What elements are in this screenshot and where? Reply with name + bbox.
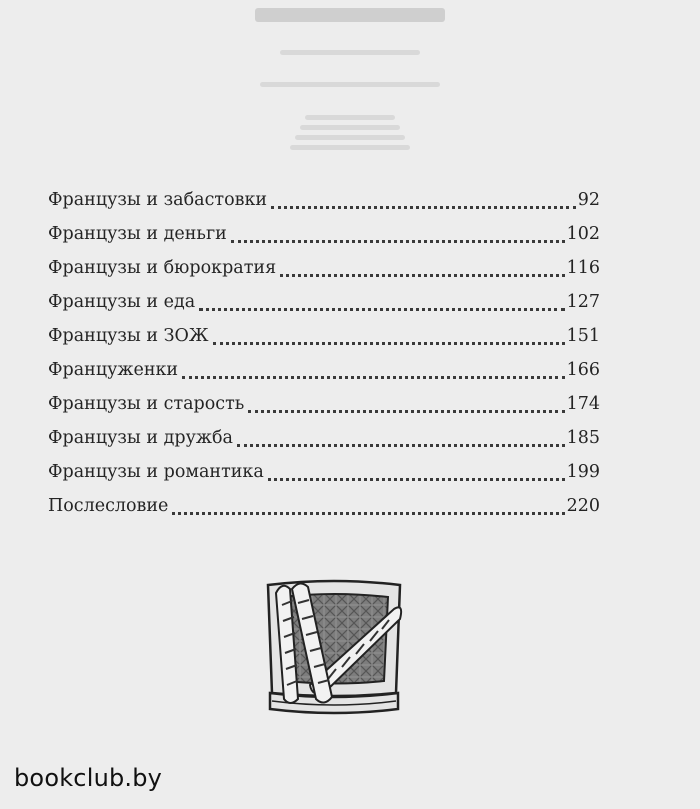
- toc-entry-title: Французы и романтика: [48, 462, 264, 482]
- toc-entry-page: 92: [577, 190, 600, 210]
- toc-entry-page: 116: [566, 258, 600, 278]
- toc-entry-page: 166: [566, 360, 600, 380]
- toc-leader-dots: [248, 392, 564, 413]
- bleed-line: [280, 50, 420, 55]
- bleed-line: [290, 145, 410, 150]
- toc-leader-dots: [237, 426, 565, 447]
- toc-entry: [48, 489, 600, 523]
- site-watermark: bookclub.by: [14, 764, 163, 792]
- bleed-through-text: [0, 0, 700, 150]
- toc-entry-title: Послесловие: [48, 496, 169, 516]
- toc-entry-title: Французы и еда: [48, 292, 196, 312]
- toc-entry-page: 151: [566, 326, 600, 346]
- toc-leader-dots: [213, 324, 565, 345]
- bleed-line: [305, 115, 395, 120]
- toc-leader-dots: [231, 222, 565, 243]
- toc-entry-title: Французы и старость: [48, 394, 245, 414]
- toc-entry-page: 102: [566, 224, 600, 244]
- toc-leader-dots: [268, 460, 565, 481]
- bleed-line: [260, 82, 440, 87]
- toc-entry: [48, 217, 600, 251]
- bleed-line: [300, 125, 400, 130]
- toc-leader-dots: [182, 358, 564, 379]
- toc-entry-title: Французы и забастовки: [48, 190, 268, 210]
- baguette-basket-icon: [258, 575, 410, 720]
- toc-entry: [48, 353, 600, 387]
- bleed-through-heading: [255, 8, 445, 22]
- toc-entry-page: 174: [566, 394, 600, 414]
- toc-entry-title: Французы и бюрократия: [48, 258, 277, 278]
- toc-leader-dots: [199, 290, 564, 311]
- toc-entry-page: 220: [566, 496, 600, 516]
- toc-entry: [48, 455, 600, 489]
- table-of-contents: [48, 183, 600, 523]
- toc-leader-dots: [280, 256, 564, 277]
- toc-leader-dots: [172, 494, 564, 515]
- toc-entry: [48, 285, 600, 319]
- toc-entry: [48, 387, 600, 421]
- toc-entry-title: Французы и деньги: [48, 224, 227, 244]
- toc-entry: [48, 183, 600, 217]
- toc-entry-title: Француженки: [48, 360, 179, 380]
- toc-entry: [48, 251, 600, 285]
- toc-leader-dots: [271, 188, 576, 209]
- toc-entry-title: Французы и дружба: [48, 428, 233, 448]
- toc-entry-page: 127: [566, 292, 600, 312]
- toc-entry: [48, 319, 600, 353]
- toc-entry-title: Французы и ЗОЖ: [48, 326, 209, 346]
- toc-entry-page: 185: [566, 428, 600, 448]
- toc-entry: [48, 421, 600, 455]
- toc-entry-page: 199: [566, 462, 600, 482]
- bleed-line: [295, 135, 405, 140]
